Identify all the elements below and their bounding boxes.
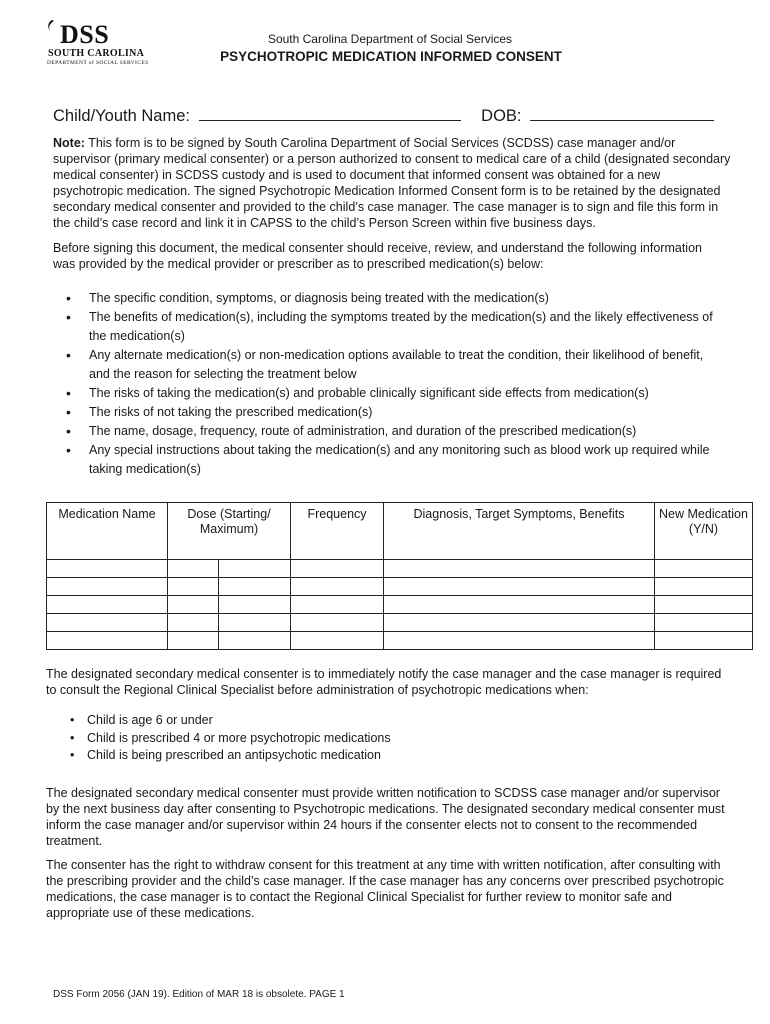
table-cell[interactable] xyxy=(384,614,655,632)
list-item: • The specific condition, symptoms, or diagnosis being treated with the medication(s) xyxy=(53,289,713,308)
note-paragraph xyxy=(53,135,733,231)
table-cell[interactable] xyxy=(291,578,384,596)
list-item: • The benefits of medication(s), including the symptoms treated by the medication(s) and the likely effectiveness of the medication(s) xyxy=(53,308,713,346)
table-cell[interactable] xyxy=(168,614,219,632)
list-item: • The risks of not taking the prescribed medication(s) xyxy=(53,403,713,422)
list-item: • Child is age 6 or under xyxy=(46,712,646,730)
table-cell[interactable] xyxy=(291,596,384,614)
list-item: • Any alternate medication(s) or non-medication options available to treat the condition, their likelihood of benefit, and the reason for selecting the treatment below xyxy=(53,346,713,384)
table-cell[interactable] xyxy=(219,560,291,578)
table-row xyxy=(47,560,753,578)
notify-paragraph: The designated secondary medical consenter is to immediately notify the case manager and the case manager is required to consult the Regional Clinical Specialist before administration of psychotropic medications when: xyxy=(46,667,722,697)
agency-name xyxy=(0,32,770,46)
child-name-label: Child/Youth Name: xyxy=(53,107,190,125)
table-cell[interactable] xyxy=(655,596,753,614)
header-medication-name: Medication Name xyxy=(47,503,168,560)
list-item: • Child is being prescribed an antipsychotic medication xyxy=(46,747,646,765)
list-item: • Child is prescribed 4 or more psychotropic medications xyxy=(46,730,646,748)
table-header-row xyxy=(47,503,753,560)
dob-field[interactable] xyxy=(530,104,714,121)
written-notice-paragraph: The designated secondary medical consenter must provide written notification to SCDSS case manager and/or supervisor by the next business day after consenting to Psychotropic medications. The designated secondary medical consenter must inform the case manager and/or supervisor within 24 hours if the consenter elects not to consent to the recommended treatment. xyxy=(46,786,725,848)
table-row xyxy=(47,578,753,596)
table-cell[interactable] xyxy=(168,632,219,650)
header-diagnosis: Diagnosis, Target Symptoms, Benefits xyxy=(384,503,655,560)
info-list xyxy=(53,289,713,479)
table-row xyxy=(47,614,753,632)
table-cell[interactable] xyxy=(655,614,753,632)
note-label: Note: xyxy=(53,136,85,150)
table-cell[interactable] xyxy=(291,632,384,650)
table-cell[interactable] xyxy=(219,578,291,596)
table-cell[interactable] xyxy=(47,614,168,632)
table-row xyxy=(47,596,753,614)
logo-text: DSS xyxy=(60,20,110,49)
table-cell[interactable] xyxy=(655,578,753,596)
table-cell[interactable] xyxy=(47,632,168,650)
page-title xyxy=(0,49,770,64)
note-text: This form is to be signed by South Carolina Department of Social Services (SCDSS) case manager and/or supervisor (primary medical consenter) or a person authorized to consent to medical care of a child (designated secondary medical consenter) in SCDSS custody and is used to document that informed consent was obtained for a new psychotropic medication. The signed Psychotropic Medication Informed Consent form is to be retained by the designated secondary medical consenter and provided to the child’s case manager. The case manager is to sign and file this form in the child’s case record and link it in CAPSS to the child’s Person Screen within five business days. xyxy=(53,136,731,230)
table-cell[interactable] xyxy=(291,560,384,578)
child-name-field[interactable] xyxy=(199,104,461,121)
table-cell[interactable] xyxy=(655,560,753,578)
notify-list xyxy=(46,712,646,765)
header-new-medication: New Medication (Y/N) xyxy=(655,503,753,560)
list-item: • The risks of taking the medication(s) and probable clinically significant side effects from medication(s) xyxy=(53,384,713,403)
logo-swoosh-icon xyxy=(46,20,56,32)
withdraw-paragraph: The consenter has the right to withdraw consent for this treatment at any time with written notification, after consulting with the prescribing provider and the child’s case manager. If the case manager has any concerns over prescribed psychotropic medications, the case manager is to contact the Regional Clinical Specialist for further review to monitor safe and appropriate use of these medications. xyxy=(46,858,724,920)
table-cell[interactable] xyxy=(47,560,168,578)
table-cell[interactable] xyxy=(47,578,168,596)
table-cell[interactable] xyxy=(219,614,291,632)
table-cell[interactable] xyxy=(168,560,219,578)
before-signing-paragraph: Before signing this document, the medical consenter should receive, review, and understand the following information was provided by the medical provider or prescriber as to prescribed medication(s) below: xyxy=(53,241,702,271)
table-cell[interactable] xyxy=(291,614,384,632)
form-footer: DSS Form 2056 (JAN 19). Edition of MAR 18 is obsolete. PAGE 1 xyxy=(53,989,345,1000)
table-cell[interactable] xyxy=(384,596,655,614)
table-row xyxy=(47,632,753,650)
list-item: • The name, dosage, frequency, route of administration, and duration of the prescribed medication(s) xyxy=(53,422,713,441)
dob-label: DOB: xyxy=(481,107,522,125)
header-dose: Dose (Starting/ Maximum) xyxy=(168,503,291,560)
table-cell[interactable] xyxy=(655,632,753,650)
table-cell[interactable] xyxy=(47,596,168,614)
header-frequency: Frequency xyxy=(291,503,384,560)
list-item: • Any special instructions about taking the medication(s) and any monitoring such as blood work up required while taking medication(s) xyxy=(53,441,713,479)
table-cell[interactable] xyxy=(168,578,219,596)
table-cell[interactable] xyxy=(219,632,291,650)
table-cell[interactable] xyxy=(384,632,655,650)
agency-text: South Carolina Department of Social Services xyxy=(267,32,513,46)
title-text: PSYCHOTROPIC MEDICATION INFORMED CONSENT xyxy=(220,49,562,64)
table-cell[interactable] xyxy=(384,578,655,596)
name-dob-row xyxy=(53,104,714,126)
logo-dept: DEPARTMENT of SOCIAL SERVICES xyxy=(47,60,149,66)
table-cell[interactable] xyxy=(384,560,655,578)
logo-state: SOUTH CAROLINA xyxy=(48,48,145,59)
medication-table xyxy=(46,502,753,650)
table-cell[interactable] xyxy=(219,596,291,614)
table-cell[interactable] xyxy=(168,596,219,614)
